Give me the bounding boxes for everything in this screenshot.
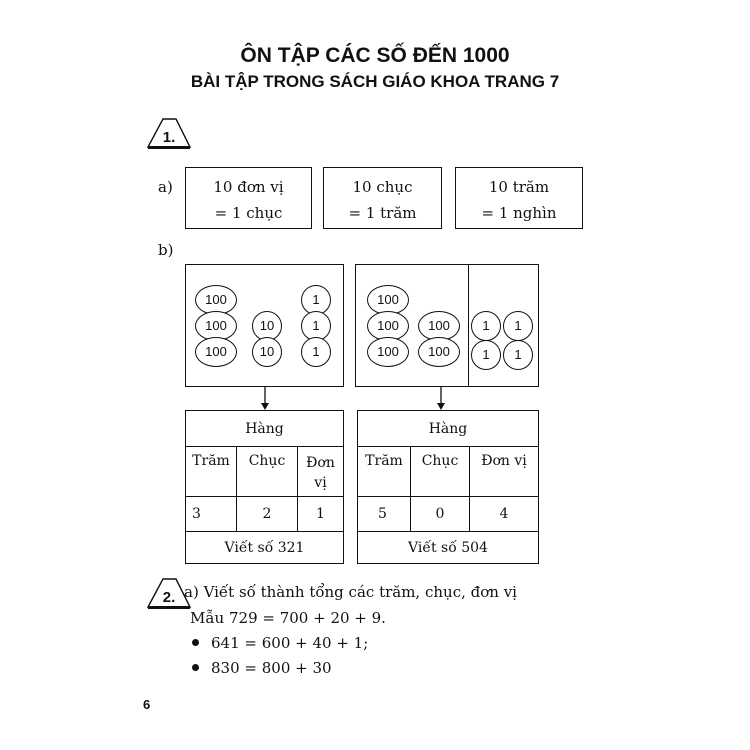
column-header-don-vi-line2: vị bbox=[314, 475, 327, 491]
value-don-vi: 4 bbox=[470, 497, 539, 532]
part-b-label: b) bbox=[158, 241, 174, 259]
exercise-1-marker bbox=[146, 116, 192, 150]
conversion-box-1-line2: = 1 chục bbox=[214, 204, 283, 222]
place-value-table-right bbox=[357, 410, 539, 564]
one-token: 1 bbox=[503, 311, 533, 341]
table-header: Hàng bbox=[186, 411, 344, 447]
hundred-token: 100 bbox=[367, 337, 409, 367]
table-header: Hàng bbox=[358, 411, 539, 447]
column-header-tram: Trăm bbox=[186, 447, 237, 497]
picture-divider bbox=[468, 265, 469, 386]
column-header-tram: Trăm bbox=[358, 447, 411, 497]
place-value-table-left bbox=[185, 410, 344, 564]
conversion-box-1 bbox=[185, 167, 312, 229]
conversion-box-1-line1: 10 đơn vị bbox=[213, 178, 284, 196]
value-chuc: 2 bbox=[237, 497, 298, 532]
hundred-token: 100 bbox=[418, 311, 460, 341]
column-header-don-vi bbox=[298, 447, 344, 497]
part-a-label: a) bbox=[158, 178, 173, 196]
one-token: 1 bbox=[301, 285, 331, 315]
page-title: ÔN TẬP CÁC SỐ ĐẾN 1000 bbox=[240, 44, 510, 67]
exercise-2-number: 2. bbox=[162, 589, 176, 606]
list-item bbox=[192, 659, 332, 677]
exercise-2-instruction: a) Viết số thành tổng các trăm, chục, đơn vị bbox=[184, 583, 517, 601]
hundred-token: 100 bbox=[195, 285, 237, 315]
list-item bbox=[192, 634, 368, 652]
one-token: 1 bbox=[471, 311, 501, 341]
value-tram: 5 bbox=[358, 497, 411, 532]
arrow-down-icon bbox=[435, 387, 447, 411]
conversion-box-2 bbox=[323, 167, 442, 229]
page-subtitle: BÀI TẬP TRONG SÁCH GIÁO KHOA TRANG 7 bbox=[190, 72, 560, 91]
one-token: 1 bbox=[471, 340, 501, 370]
ten-token: 10 bbox=[252, 337, 282, 367]
conversion-box-2-line2: = 1 trăm bbox=[348, 204, 417, 222]
hundred-token: 100 bbox=[418, 337, 460, 367]
bullet-icon bbox=[192, 639, 199, 646]
hundred-token: 100 bbox=[367, 285, 409, 315]
conversion-box-3-line2: = 1 nghìn bbox=[481, 204, 557, 222]
blocks-picture-right bbox=[355, 264, 539, 387]
hundred-token: 100 bbox=[195, 311, 237, 341]
ten-token: 10 bbox=[252, 311, 282, 341]
conversion-box-3-line1: 10 trăm bbox=[488, 178, 550, 196]
page-number: 6 bbox=[143, 697, 151, 712]
list-item-text: 641 = 600 + 40 + 1; bbox=[211, 634, 369, 652]
written-number: Viết số 504 bbox=[358, 532, 539, 564]
value-tram: 3 bbox=[186, 497, 237, 532]
arrow-down-icon bbox=[259, 387, 271, 411]
list-item-text: 830 = 800 + 30 bbox=[211, 659, 332, 677]
column-header-don-vi-line1: Đơn bbox=[306, 455, 335, 471]
column-header-don-vi: Đơn vị bbox=[470, 447, 539, 497]
exercise-1-number: 1. bbox=[162, 129, 176, 146]
value-chuc: 0 bbox=[411, 497, 470, 532]
hundred-token: 100 bbox=[367, 311, 409, 341]
conversion-box-2-line1: 10 chục bbox=[352, 178, 413, 196]
hundred-token: 100 bbox=[195, 337, 237, 367]
one-token: 1 bbox=[301, 337, 331, 367]
conversion-box-3 bbox=[455, 167, 583, 229]
exercise-2-example: Mẫu 729 = 700 + 20 + 9. bbox=[190, 609, 386, 627]
one-token: 1 bbox=[301, 311, 331, 341]
written-number: Viết số 321 bbox=[186, 532, 344, 564]
one-token: 1 bbox=[503, 340, 533, 370]
blocks-picture-left bbox=[185, 264, 344, 387]
column-header-chuc: Chục bbox=[237, 447, 298, 497]
column-header-chuc: Chục bbox=[411, 447, 470, 497]
value-don-vi: 1 bbox=[298, 497, 344, 532]
bullet-icon bbox=[192, 664, 199, 671]
